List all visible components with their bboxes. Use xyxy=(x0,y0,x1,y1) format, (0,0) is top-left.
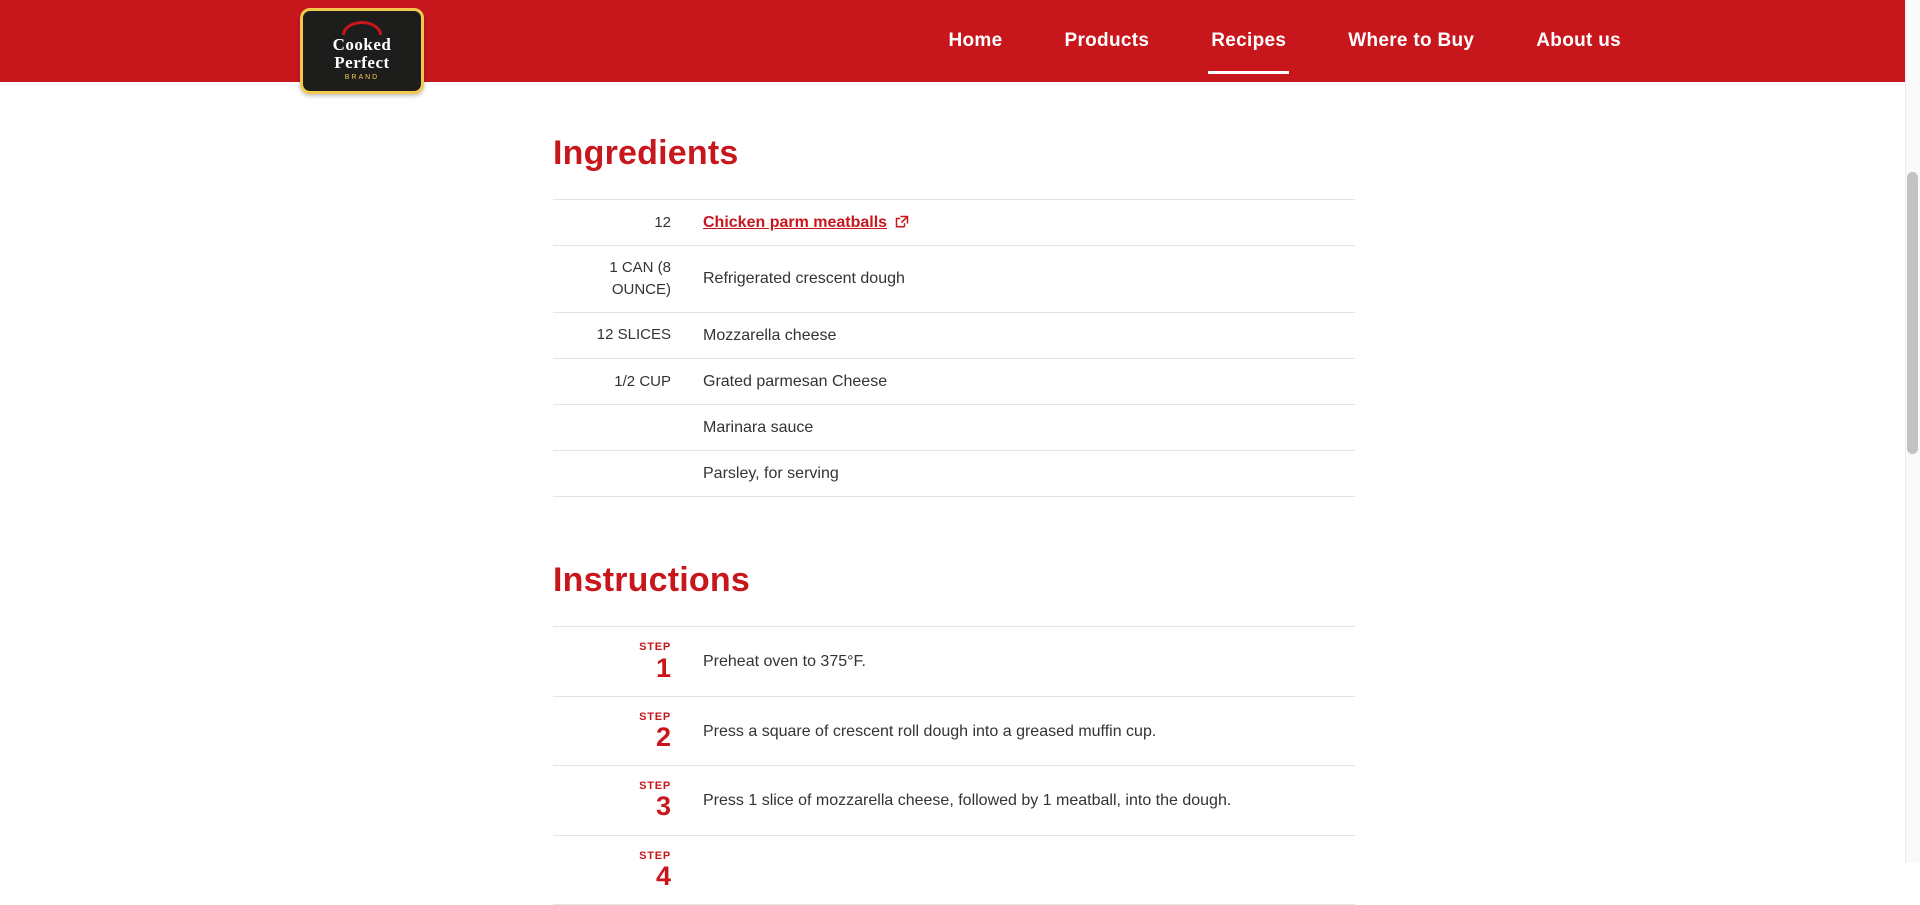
logo-line-2: Perfect xyxy=(334,52,390,72)
table-row xyxy=(553,246,1355,313)
ingredient-quantity xyxy=(553,451,703,497)
step-marker xyxy=(553,696,703,765)
step-label: STEP xyxy=(639,710,671,723)
main-navigation xyxy=(917,0,1652,82)
table-row xyxy=(553,835,1355,904)
ingredient-name: Refrigerated crescent dough xyxy=(703,270,905,288)
step-label: STEP xyxy=(639,849,671,862)
ingredient-quantity: 1/2 CUP xyxy=(614,372,671,390)
ingredient-name: Parsley, for serving xyxy=(703,465,839,483)
table-row xyxy=(553,405,1355,451)
ingredient-link[interactable]: Chicken parm meatballs xyxy=(703,214,888,231)
instructions-title: Instructions xyxy=(553,561,750,600)
step-text: Press 1 slice of mozzarella cheese, followed by 1 meatball, into the dough. xyxy=(703,791,1232,809)
nav-item-home[interactable]: Home xyxy=(948,30,1003,51)
step-label: STEP xyxy=(639,780,671,793)
ingredients-section xyxy=(553,134,1355,497)
step-label: STEP xyxy=(639,641,671,654)
ingredients-title: Ingredients xyxy=(553,134,739,172)
table-row xyxy=(553,200,1355,246)
ingredient-quantity xyxy=(553,405,703,451)
logo-swoosh-icon xyxy=(342,21,382,35)
page-content xyxy=(0,82,1920,905)
logo-line-1: Cooked xyxy=(332,34,392,54)
step-number: 4 xyxy=(655,860,671,891)
nav-item-about-us[interactable]: About us xyxy=(1536,30,1621,51)
section-spacer xyxy=(0,497,1920,561)
logo-brand-text: BRAND xyxy=(344,74,380,82)
ingredient-quantity: 1 CAN (8 OUNCE) xyxy=(609,259,671,298)
nav-item-products[interactable]: Products xyxy=(1064,30,1150,51)
instructions-section xyxy=(553,561,1355,905)
ingredients-table xyxy=(553,199,1355,497)
ingredient-name: Grated parmesan Cheese xyxy=(703,372,888,390)
step-marker xyxy=(553,766,703,835)
scrollbar-thumb[interactable] xyxy=(1907,172,1918,454)
table-row xyxy=(553,627,1355,696)
site-header xyxy=(0,0,1920,82)
ingredient-name-cell xyxy=(703,200,1355,246)
external-link-icon[interactable] xyxy=(895,213,909,236)
table-row xyxy=(553,451,1355,497)
table-row xyxy=(553,766,1355,835)
step-number: 1 xyxy=(655,652,671,683)
step-text: Press a square of crescent roll dough into a greased muffin cup. xyxy=(703,722,1157,740)
ingredient-quantity: 12 xyxy=(654,213,671,231)
step-number: 3 xyxy=(655,791,671,822)
instructions-table xyxy=(553,626,1355,905)
step-number: 2 xyxy=(655,721,671,752)
ingredient-name: Mozzarella cheese xyxy=(703,326,837,344)
page-scrollbar[interactable] xyxy=(1905,0,1920,863)
step-marker xyxy=(553,627,703,696)
nav-item-where-to-buy[interactable]: Where to Buy xyxy=(1348,30,1475,51)
ingredient-name: Marinara sauce xyxy=(703,419,814,437)
table-row xyxy=(553,696,1355,765)
nav-item-recipes[interactable]: Recipes xyxy=(1180,22,1317,60)
table-row xyxy=(553,312,1355,358)
table-row xyxy=(553,358,1355,404)
step-marker xyxy=(553,835,703,904)
step-text xyxy=(703,835,1355,904)
ingredient-quantity: 12 SLICES xyxy=(596,326,671,344)
step-text: Preheat oven to 375°F. xyxy=(703,653,866,671)
